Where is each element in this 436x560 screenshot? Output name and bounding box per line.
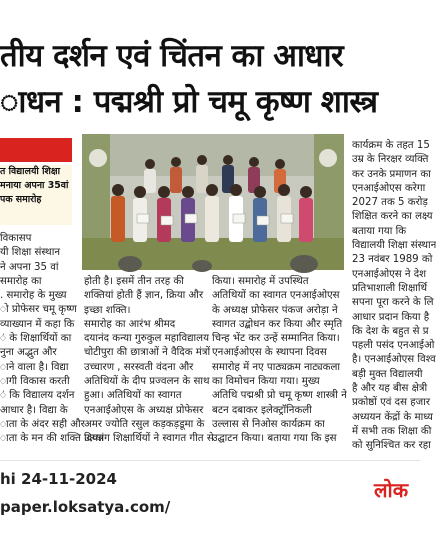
- text-line: ाता के अंदर सही और: [0, 418, 85, 430]
- text-line: के अध्यक्ष प्रोफेसर पंकज अरोड़ा ने: [212, 304, 338, 316]
- text-line: ागी विकास करती: [0, 375, 70, 387]
- text-line: में सभी तक शिक्षा की: [352, 425, 432, 437]
- text-line: बड़ी मुक्त विद्यालयी: [352, 368, 423, 380]
- text-line: उम्र के निरक्षर व्यक्ति: [352, 154, 429, 166]
- text-line: ं कि विद्यालय दर्शन: [0, 390, 75, 402]
- text-line: नुना अद्भुत और: [0, 347, 57, 359]
- headline-line-1: तीय दर्शन एवं चिंतन का आधार: [0, 38, 344, 74]
- article-column-3: [212, 275, 350, 445]
- text-line: यी शिक्षा संस्थान: [0, 247, 60, 259]
- text-line: कार्यक्रम के तहत 15: [352, 140, 430, 151]
- article-column-4: [352, 139, 436, 452]
- text-line: किया। समारोह में उपस्थित: [212, 276, 309, 287]
- text-line: 23 नवंबर 1989 को: [352, 254, 433, 266]
- text-line: सपना पूरा करने के लि: [352, 297, 434, 309]
- text-line: समारोह का आरंभ श्रीमद: [84, 318, 176, 330]
- text-line: शक्तियां होती हैं ज्ञान, क्रिया और: [84, 290, 204, 302]
- text-line: . समारोह के मुख्य: [0, 290, 67, 302]
- text-line: एनआईओएस ने देश: [352, 268, 427, 280]
- event-photo: [82, 134, 344, 270]
- text-line: पहली पसंद एनआईओ: [352, 340, 435, 352]
- text-line: उल्लास से निओस कार्यक्रम का: [212, 418, 325, 430]
- text-line: विकासप: [0, 233, 32, 244]
- text-line: इच्छा शक्ति।: [84, 304, 131, 316]
- text-line: कर उनके प्रमाणन का: [352, 168, 431, 180]
- subheadline-line: मनाया अपना 35वां: [0, 180, 69, 191]
- source-url-link[interactable]: paper.loksatya.com/: [0, 498, 171, 516]
- text-line: अतिथियों के दीप प्रज्वलन के साथ: [84, 376, 210, 388]
- text-line: एनआईओएस करेगा: [352, 182, 426, 194]
- text-line: समारोह में नए पाठ्यक्रम नाट्यकला: [212, 361, 341, 373]
- red-subhead-band: [0, 138, 72, 162]
- text-line: दयानंद कन्या गुरुकुल महाविद्यालय: [84, 333, 209, 345]
- dateline: hi 24-11-2024: [0, 470, 117, 488]
- text-line: हुआ। अतिथियों का स्वागत: [84, 390, 182, 402]
- headline-line-2: ाधन : पद्मश्री प्रो चमू कृष्ण शास्त्र: [0, 84, 378, 120]
- event-photo-svg: [82, 134, 344, 270]
- text-line: आधार प्रदान किया है: [352, 311, 430, 323]
- text-line: ने अपना 35 वां: [0, 261, 59, 273]
- text-line: को सुनिश्चित कर रहा: [352, 440, 431, 452]
- text-line: चोटीपुरा की छात्राओं ने वैदिक मंत्रों: [84, 347, 211, 359]
- text-line: व्याख्यान में कहा कि: [0, 318, 75, 330]
- text-line: है। एनआईओएस विश्व: [352, 354, 436, 366]
- text-line: चिन्ह भेंट कर उन्हें सम्मानित किया।: [212, 333, 340, 345]
- text-line: अतिथि पद्मश्री प्रो चमू कृष्ण शास्त्री ने: [212, 390, 347, 402]
- subheadline-line: पक समारोह: [0, 194, 42, 205]
- text-line: ं के शिक्षार्थियों का: [0, 333, 72, 345]
- text-line: एनआईओएस के स्थापना दिवस: [212, 347, 327, 359]
- text-line: अतिथियों का स्वागत एनआईओएस: [212, 290, 340, 302]
- masthead-logo: लोक: [374, 478, 409, 502]
- text-line: 2027 तक 5 करोड़: [352, 197, 428, 209]
- text-line: समारोह का: [0, 275, 42, 287]
- subheadline-line: त विद्यालयी शिक्षा: [0, 166, 61, 177]
- text-line: ाने वाला है। विद्या: [0, 361, 69, 373]
- article-column-2: [84, 275, 214, 445]
- text-line: प्रकोष्ठों एवं दस हजार: [352, 397, 430, 409]
- text-line: होती है। इसमें तीन तरह की: [84, 276, 184, 287]
- text-line: एनआईओएस के अध्यक्ष प्रोफेसर: [84, 404, 204, 416]
- text-line: है और यह बीस क्षेत्री: [352, 383, 428, 395]
- text-line: कि देश के बहुत से प्र: [352, 325, 429, 337]
- text-line: विद्यालयी शिक्षा संस्थान: [352, 240, 436, 252]
- text-line: आधार है। विद्या के: [0, 404, 68, 416]
- text-line: उद्घाटन किया। बताया गया कि इस: [212, 433, 337, 445]
- text-line: अध्ययन केंद्रों के माध्य: [352, 411, 433, 423]
- text-line: अमर ज्योति रसुल कड़कड़डूमा के: [84, 418, 205, 430]
- text-line: ो प्रोफेसर चमू कृष्ण: [0, 304, 77, 316]
- text-line: उच्चारण , सरस्वती वंदना और: [84, 361, 194, 373]
- text-line: प्रतिभाशाली शिक्षार्थि: [352, 282, 428, 294]
- text-line: बताया गया कि: [352, 225, 407, 237]
- text-line: स्वागत उद्बोधन कर किया और स्मृति: [212, 318, 343, 330]
- text-line: बटन दबाकर इलेक्ट्रॉनिकली: [212, 404, 312, 416]
- footer-divider: [0, 460, 420, 461]
- article-column-1: [0, 172, 104, 462]
- text-line: का विमोचन किया गया। मुख्य: [212, 376, 320, 388]
- text-line: ाता के मन की शक्ति उत्पन्न: [0, 433, 104, 445]
- text-line: दिव्यांग शिक्षार्थियों ने स्वागत गीत से: [84, 433, 214, 445]
- text-line: शिक्षित करने का लक्ष्य: [352, 211, 433, 223]
